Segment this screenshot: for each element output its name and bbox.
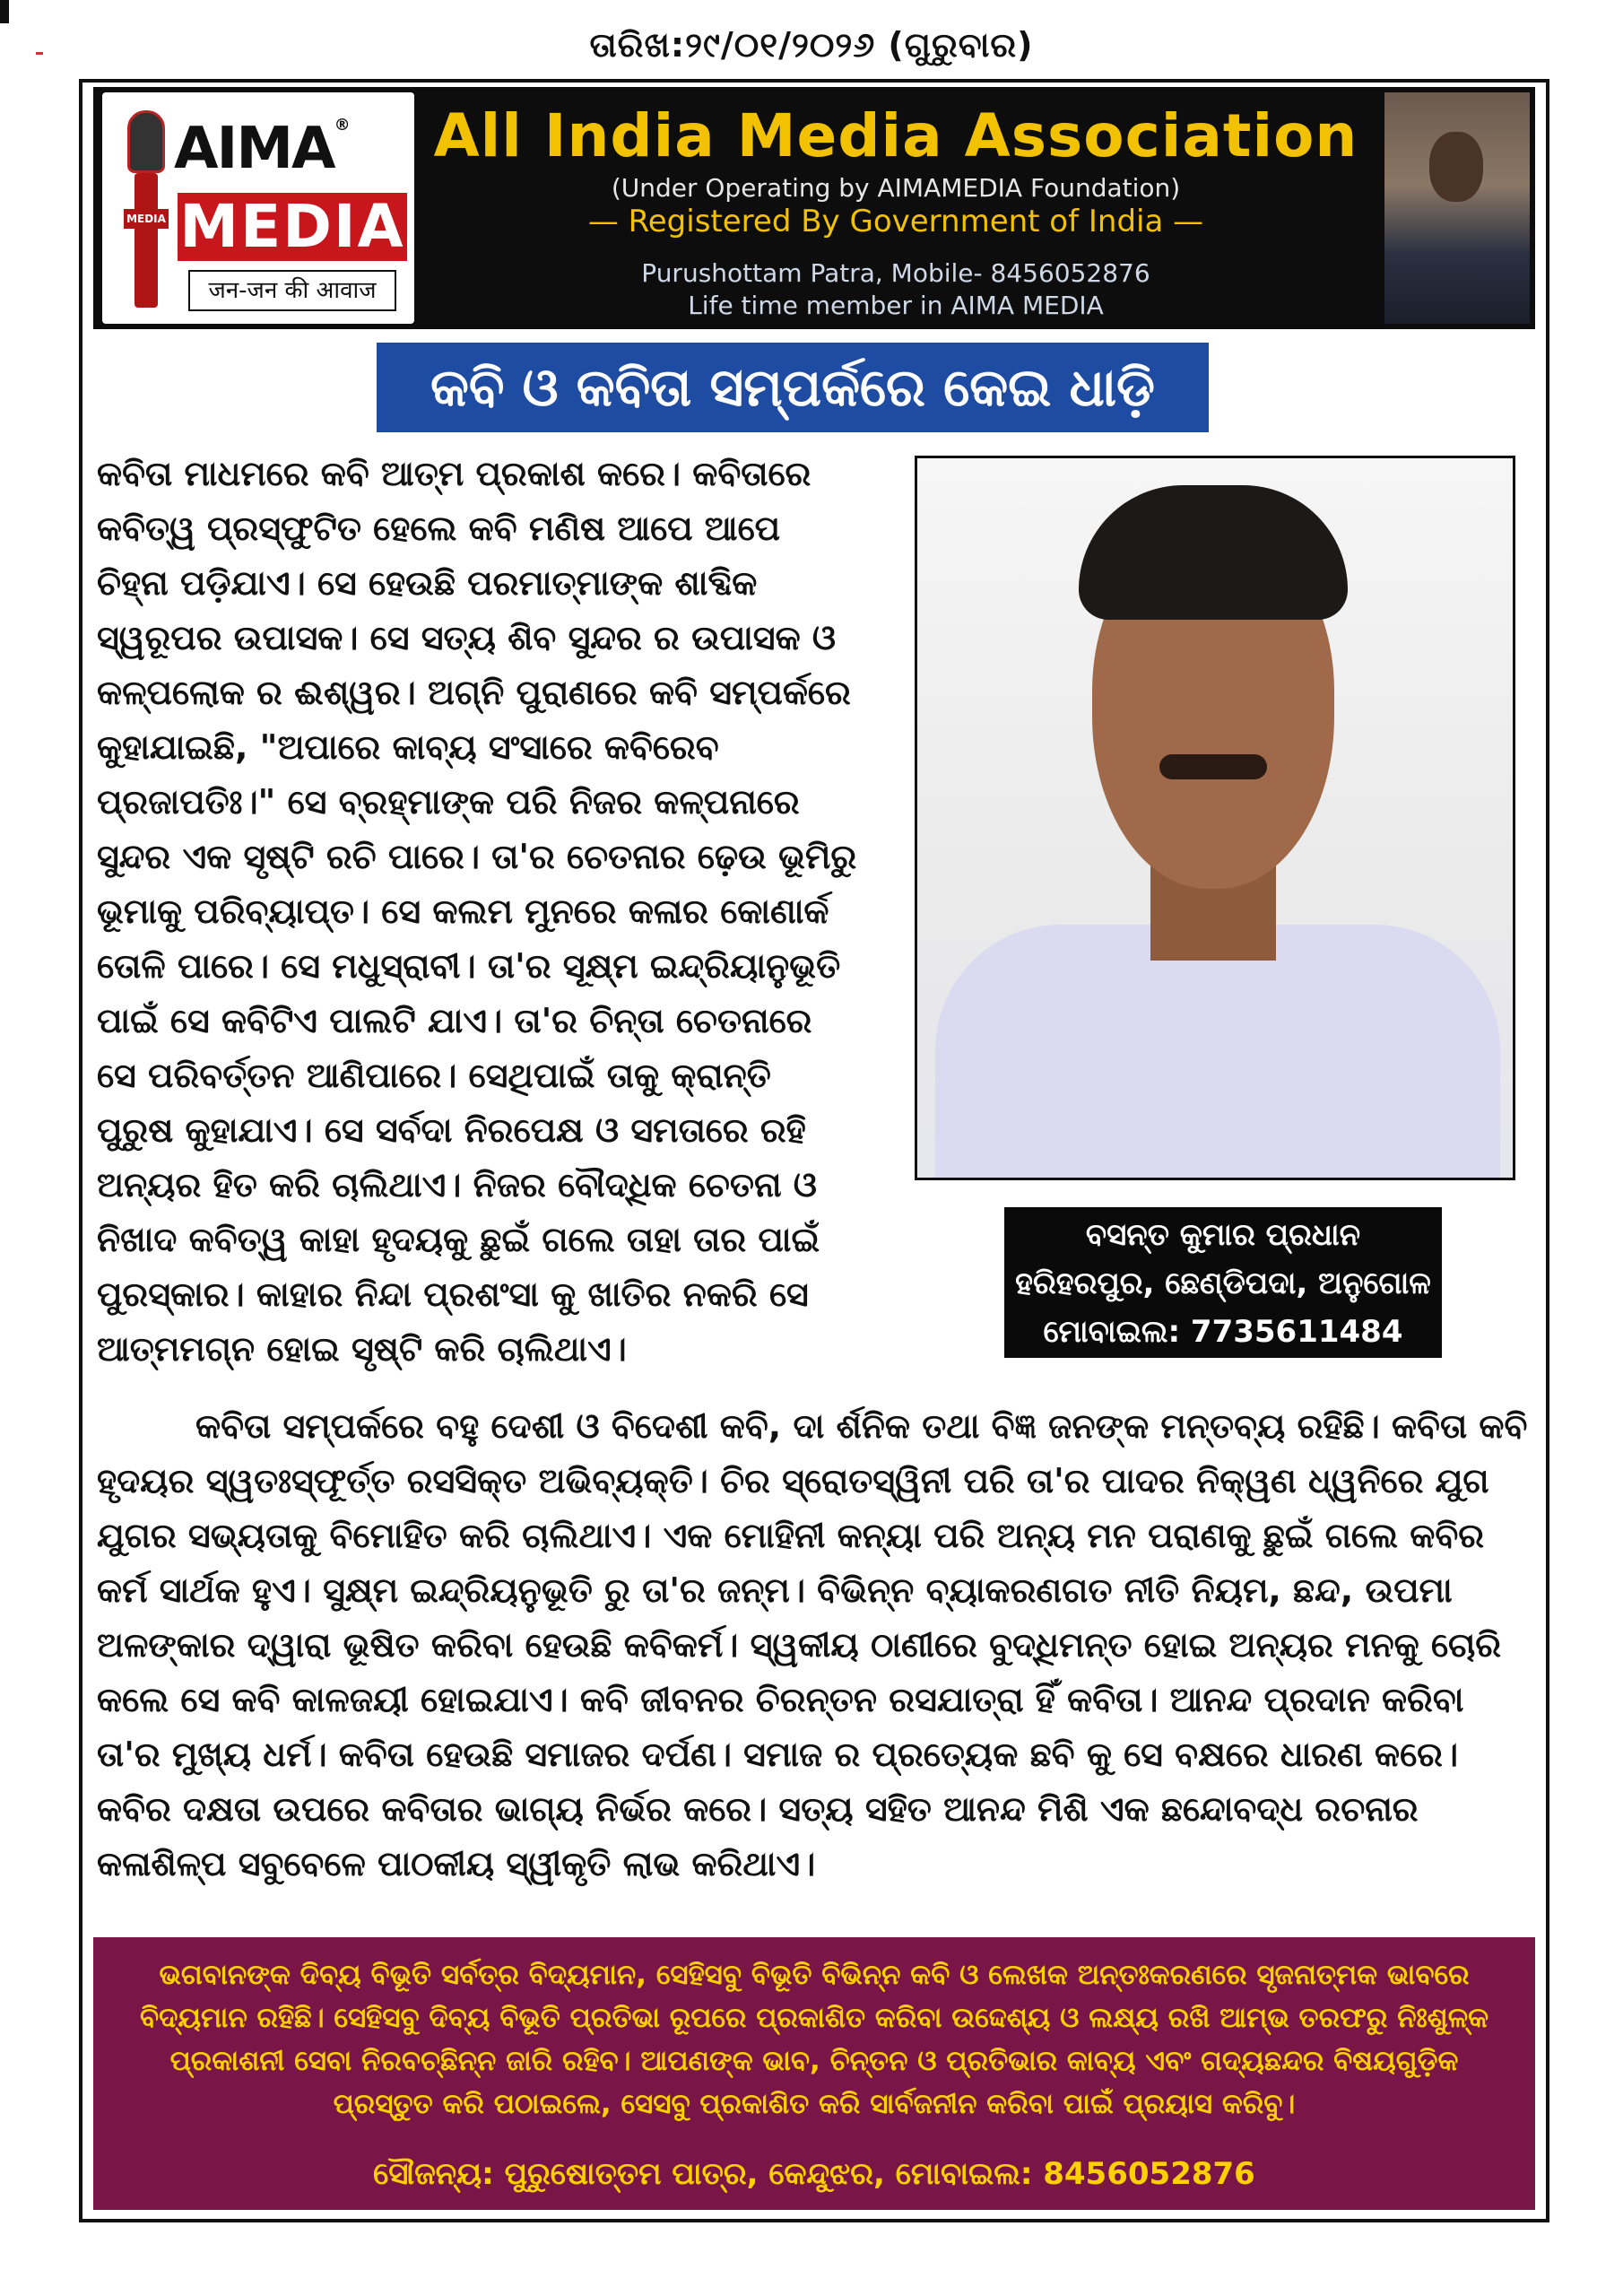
author-mobile: ମୋବାଇଲ: 7735611484 bbox=[1043, 1314, 1403, 1350]
article-headline: କବି ଓ କବିତା ସମ୍ପର୍କରେ କେଇ ଧାଡ଼ି bbox=[377, 343, 1209, 432]
logo-tagline: जन-जन की आवाज bbox=[188, 270, 396, 311]
contact-line: Purushottam Patra, Mobile- 8456052876 bbox=[641, 258, 1150, 288]
member-photo bbox=[1384, 92, 1530, 324]
top-edge-mark bbox=[0, 0, 9, 23]
author-name: ବସନ୍ତ କୁମାର ପ୍ରଧାନ bbox=[1085, 1217, 1361, 1253]
logo-aima-text: AIMA® bbox=[174, 116, 349, 182]
date-line: ତାରିଖ:୨୯/୦୧/୨୦୨୬ (ଗୁରୁବାର) bbox=[589, 25, 1034, 65]
article-paragraph-2: କବିତା ସମ୍ପର୍କରେ ବହୁ ଦେଶୀ ଓ ବିଦେଶୀ କବି, ଦା ର୍ଶନିକ ତଥା ବିଜ୍ଞ ଜନଙ୍କ ମନ୍ତବ୍ୟ ରହିଛି। କବିତା କବି ହୃଦୟର ସ୍ୱତଃସ୍ଫୂର୍ତ୍ତ ରସସିକ୍ତ ଅଭିବ୍ୟକ୍ତି। ଚିର ସ୍ରୋତସ୍ୱିନୀ ପରି ତା'ର ପାଦର ନିକ୍ୱଣ ଧ୍ୱନିରେ ଯୁଗ ଯୁଗର ସଭ୍ୟତାକୁ ବିମୋହିତ କରି ଚାଲିଥାଏ। ଏକ ମୋହିନୀ କନ୍ୟା ପରି ଅନ୍ୟ ମନ ପରାଣକୁ ଛୁଇଁ ଗଲେ କବିର କର୍ମ ସାର୍ଥକ ହୁଏ। ସୁକ୍ଷ୍ମ ଇନ୍ଦ୍ରିୟନୁଭୂତି ରୁ ତା'ର ଜନ୍ମ। ବିଭିନ୍ନ ବ୍ୟାକରଣଗତ ନୀତି ନିୟମ, ଛନ୍ଦ, ଉପମା ଅଳଙ୍କାର ଦ୍ୱାରା ଭୂଷିତ କରିବା ହେଉଛି କବିକର୍ମ। ସ୍ୱକୀୟ ଠାଣୀରେ ବୁଦ୍ଧିମନ୍ତ ହୋଇ ଅନ୍ୟର ମନକୁ ଚୋରି କଲେ ସେ କବି କାଳଜୟୀ ହୋଇଯାଏ। କବି ଜୀବନର ଚିରନ୍ତନ ରସଯାତ୍ରା ହିଁ କବିତା। ଆନନ୍ଦ ପ୍ରଦାନ କରିବା ତା'ର ମୁଖ୍ୟ ଧର୍ମ। କବିତା ହେଉଛି ସମାଜର ଦର୍ପଣ। ସମାଜ ର ପ୍ରତ୍ୟେକ ଛବି କୁ ସେ ବକ୍ଷରେ ଧାରଣ କରେ। କବିର ଦକ୍ଷତା ଉପରେ କବିତାର ଭାଗ୍ୟ ନିର୍ଭର କରେ। ସତ୍ୟ ସହିତ ଆନନ୍ଦ ମିଶି ଏକ ଛନ୍ଦୋବଦ୍ଧ ରଚନାର କଳାଶିଳ୍ପ ସବୁବେଳେ ପାଠକୀୟ ସ୍ୱୀକୃତି ଲାଭ କରିଥାଏ। bbox=[97, 1406, 1528, 1883]
article-column-text: କବିତା ମାଧମରେ କବି ଆତ୍ମ ପ୍ରକାଶ କରେ। କବିତାରେ କବିତ୍ୱ ପ୍ରସ୍ଫୁଟିତ ହେଲେ କବି ମଣିଷ ଆପେ ଆପେ ଚିହ୍ନା ପଡ଼ିଯାଏ। ସେ ହେଉଛି ପରମାତ୍ମାଙ୍କ ଶାବ୍ଦିକ ସ୍ୱରୂପର ଉପାସକ। ସେ ସତ୍ୟ ଶିବ ସୁନ୍ଦର ର ଉପାସକ ଓ କଳ୍ପଲୋକ ର ଈଶ୍ୱର। ଅଗ୍ନି ପୁରାଣରେ କବି ସମ୍ପର୍କରେ କୁହାଯାଇଛି, "ଅପାରେ କାବ୍ୟ ସଂସାରେ କବିରେବ ପ୍ରଜାପତିଃ।" ସେ ବ୍ରହ୍ମାଙ୍କ ପରି ନିଜର କଳ୍ପନାରେ ସୁନ୍ଦର ଏକ ସୃଷ୍ଟି ରଚି ପାରେ। ତା'ର ଚେତନାର ଢ଼େଉ ଭୂମିରୁ ଭୂମାକୁ ପରିବ୍ୟାପ୍ତ। ସେ କଲମ ମୁନରେ କଳାର କୋଣାର୍କ ତୋଳି ପାରେ। ସେ ମଧୁସ୍ରାବୀ। ତା'ର ସୂକ୍ଷ୍ମ ଇନ୍ଦ୍ରିୟାନୁଭୂତି ପାଇଁ ସେ କବିଟିଏ ପାଲଟି ଯାଏ। ତା'ର ଚିନ୍ତା ଚେତନାରେ ସେ ପରିବର୍ତ୍ତନ ଆଣିପାରେ। ସେଥିପାଇଁ ତାକୁ କ୍ରାନ୍ତି ପୁରୁଷ କୁହାଯାଏ। ସେ ସର୍ବଦା ନିରପେକ୍ଷ ଓ ସମତାରେ ରହି ଅନ୍ୟର ହିତ କରି ଚାଲିଥାଏ। ନିଜର ବୌଦ୍ଧିକ ଚେତନା ଓ ନିଖାଦ କବିତ୍ୱ କାହା ହୃଦୟକୁ ଛୁଇଁ ଗଲେ ତାହା ତାର ପାଇଁ ପୁରସ୍କାର। କାହାର ନିନ୍ଦା ପ୍ରଶଂସା କୁ ଖାତିର ନକରି ସେ ଆତ୍ମମଗ୍ନ ହୋଇ ସୃଷ୍ଟି କରି ଚାଲିଥାଏ। bbox=[97, 454, 857, 1369]
organization-title: All India Media Association bbox=[433, 101, 1358, 170]
author-caption bbox=[1004, 1207, 1442, 1358]
article-full-width-text bbox=[97, 1399, 1532, 1892]
header-banner bbox=[93, 87, 1535, 329]
author-address: ହରିହରପୁର, ଛେଣ୍ଡିପଦା, ଅନୁଗୋଳ bbox=[1015, 1265, 1431, 1301]
member-contact bbox=[416, 257, 1376, 322]
footer-credit: ସୌଜନ୍ୟ: ପୁରୁଷୋତ୍ତମ ପାତ୍ର, କେନ୍ଦୁଝର, ମୋବାଇଲ: 8456052876 bbox=[373, 2156, 1255, 2192]
aima-media-logo bbox=[102, 92, 414, 324]
registered-mark: ® bbox=[334, 116, 349, 135]
logo-media-text: MEDIA bbox=[178, 193, 407, 261]
author-photo bbox=[915, 456, 1515, 1180]
membership-line: Life time member in AIMA MEDIA bbox=[688, 291, 1104, 320]
organization-subtitle: (Under Operating by AIMAMEDIA Foundation) bbox=[611, 173, 1181, 203]
registration-line: — Registered By Government of India — bbox=[587, 204, 1204, 239]
footer-message: ଭଗବାନଙ୍କ ଦିବ୍ୟ ବିଭୂତି ସର୍ବତ୍ର ବିଦ୍ୟମାନ, ସେହିସବୁ ବିଭୂତି ବିଭିନ୍ନ କବି ଓ ଲେଖକ ଅନ୍ତଃକରଣରେ ସୃଜନାତ୍ମକ ଭାବରେ ବିଦ୍ୟମାନ ରହିଛି। ସେହିସବୁ ଦିବ୍ୟ ବିଭୂତି ପ୍ରତିଭା ରୂପରେ ପ୍ରକାଶିତ କରିବା ଉଦ୍ଦେଶ୍ୟ ଓ ଲକ୍ଷ୍ୟ ରଖି ଆମ୍ଭ ତରଫରୁ ନିଃଶୁଳ୍କ ପ୍ରକାଶନୀ ସେବା ନିରବଚ୍ଛିନ୍ନ ଜାରି ରହିବ। ଆପଣଙ୍କ ଭାବ, ଚିନ୍ତନ ଓ ପ୍ରତିଭାର କାବ୍ୟ ଏବଂ ଗଦ୍ୟଛନ୍ଦର ବିଷୟଗୁଡ଼ିକ ପ୍ରସ୍ତୁତ କରି ପଠାଇଲେ, ସେସବୁ ପ୍ରକାଶିତ କରି ସାର୍ବଜନୀନ କରିବା ପାଇଁ ପ୍ରୟାସ କରିବୁ। bbox=[140, 1959, 1488, 2120]
microphone-icon bbox=[127, 110, 165, 317]
mic-tag: MEDIA bbox=[124, 209, 169, 229]
footer-notice bbox=[93, 1937, 1535, 2210]
